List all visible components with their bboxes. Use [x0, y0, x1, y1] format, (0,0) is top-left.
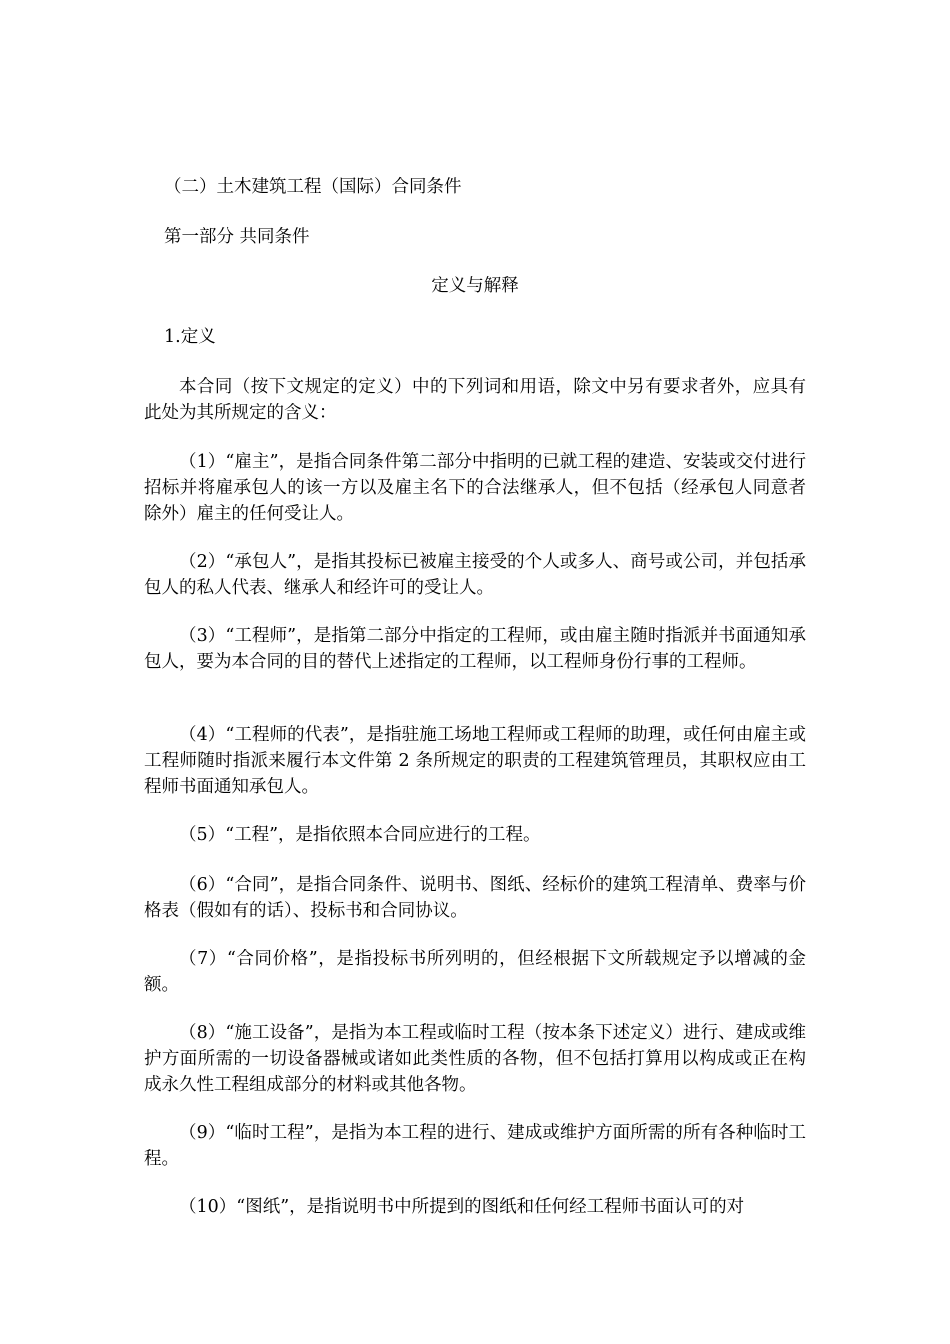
- intro-paragraph: 本合同（按下文规定的定义）中的下列词和用语，除文中另有要求者外，应具有此处为其所规定的含义：: [144, 377, 806, 423]
- definition-item-4: （4）“工程师的代表”，是指驻施工场地工程师或工程师的助理，或任何由雇主或工程师随时指派来履行本文件第 2 条所规定的职责的工程建筑管理员，其职权应由工程师书面通知承包人。: [144, 725, 806, 797]
- definition-item-10: （10）“图纸”，是指说明书中所提到的图纸和任何经工程师书面认可的对: [179, 1197, 745, 1217]
- definition-item-7: （7）“合同价格”，是指投标书所列明的，但经根据下文所载规定予以增减的金额。: [144, 949, 806, 995]
- definition-item-3: （3）“工程师”，是指第二部分中指定的工程师，或由雇主随时指派并书面通知承包人，要为本合同的目的替代上述指定的工程师，以工程师身份行事的工程师。: [144, 626, 806, 672]
- document-heading: （二）土木建筑工程（国际）合同条件: [164, 177, 462, 197]
- definition-item-6: （6）“合同”，是指合同条件、说明书、图纸、经标价的建筑工程清单、费率与价格表（假如有的话）、投标书和合同协议。: [144, 875, 806, 921]
- definition-item-9: （9）“临时工程”，是指为本工程的进行、建成或维护方面所需的所有各种临时工程。: [144, 1123, 806, 1169]
- definition-item-5: （5）“工程”，是指依照本合同应进行的工程。: [179, 825, 541, 845]
- clause-title: 1.定义: [164, 327, 216, 347]
- definition-item-1: （1）“雇主”，是指合同条件第二部分中指明的已就工程的建造、安装或交付进行招标并将雇承包人的该一方以及雇主名下的合法继承人，但不包括（经承包人同意者除外）雇主的任何受让人。: [144, 452, 806, 524]
- part-title: 第一部分 共同条件: [164, 227, 310, 247]
- definition-item-8: （8）“施工设备”，是指为本工程或临时工程（按本条下述定义）进行、建成或维护方面所需的一切设备器械或诸如此类性质的各物，但不包括打算用以构成或正在构成永久性工程组成部分的材料或其他各物。: [144, 1023, 806, 1095]
- section-title: 定义与解释: [431, 276, 519, 296]
- definition-item-2: （2）“承包人”，是指其投标已被雇主接受的个人或多人、商号或公司，并包括承包人的私人代表、继承人和经许可的受让人。: [144, 552, 806, 598]
